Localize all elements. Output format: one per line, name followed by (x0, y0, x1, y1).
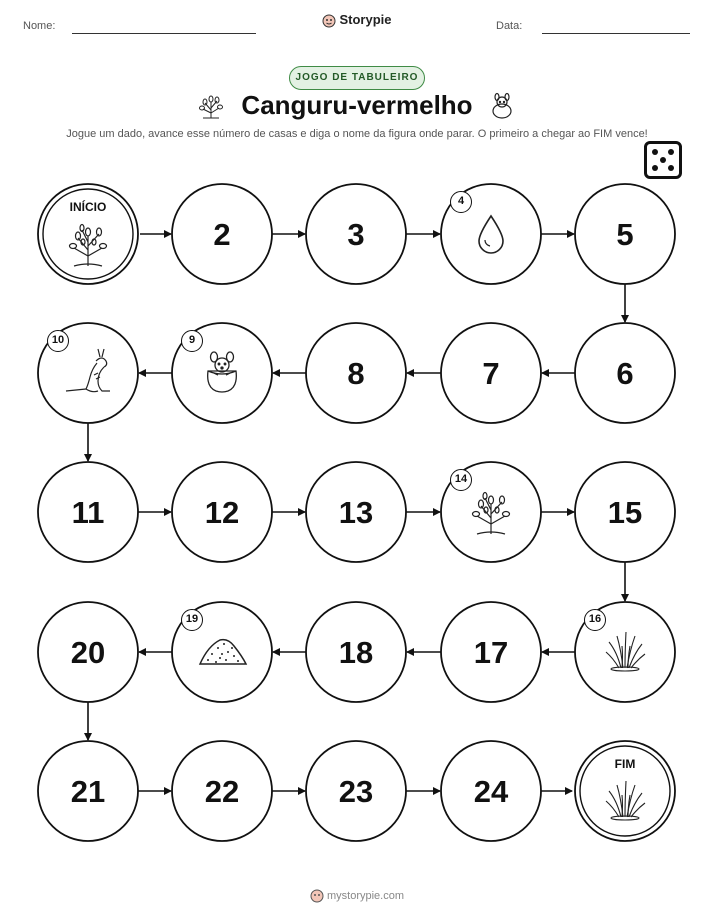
space-number: 23 (338, 774, 374, 809)
space-number: 7 (482, 356, 500, 391)
date-label: Data: (496, 20, 523, 32)
space-number-badge: 4 (450, 191, 472, 213)
space-number-badge: 9 (181, 330, 203, 352)
end-label: FIM (614, 757, 636, 771)
space-number: 15 (607, 495, 643, 530)
footer (0, 889, 714, 903)
start-label: INÍCIO (69, 200, 107, 214)
board-space-25 (575, 741, 675, 841)
space-number: 21 (70, 774, 106, 809)
footer-url[interactable]: mystorypie.com (326, 889, 405, 902)
space-number: 6 (616, 356, 634, 391)
storypie-logo-icon (310, 889, 324, 903)
page-title: Canguru-vermelho (241, 90, 473, 120)
space-number: 12 (204, 495, 240, 530)
space-number-badge: 10 (47, 330, 69, 352)
instructions: Jogue um dado, avance esse número de casas e diga o nome da figura onde parar. O primeiro a chegar ao FIM vence! (66, 128, 648, 140)
game-type-badge: JOGO DE TABULEIRO (289, 66, 425, 90)
space-number: 2 (213, 217, 231, 252)
space-number: 11 (71, 495, 105, 530)
space-number: 18 (338, 635, 374, 670)
brand-name: Storypie (339, 12, 392, 27)
name-label: Nome: (23, 20, 56, 32)
space-number: 13 (338, 495, 374, 530)
space-number: 22 (204, 774, 240, 809)
space-number: 3 (347, 217, 365, 252)
space-number-badge: 16 (584, 609, 606, 631)
space-number: 5 (616, 217, 634, 252)
board-space-1 (38, 184, 138, 284)
space-number: 17 (473, 635, 509, 670)
space-number: 8 (347, 356, 365, 391)
space-number: 24 (473, 774, 509, 809)
space-number: 20 (70, 635, 106, 670)
space-number-badge: 14 (450, 469, 472, 491)
space-number-badge: 19 (181, 609, 203, 631)
